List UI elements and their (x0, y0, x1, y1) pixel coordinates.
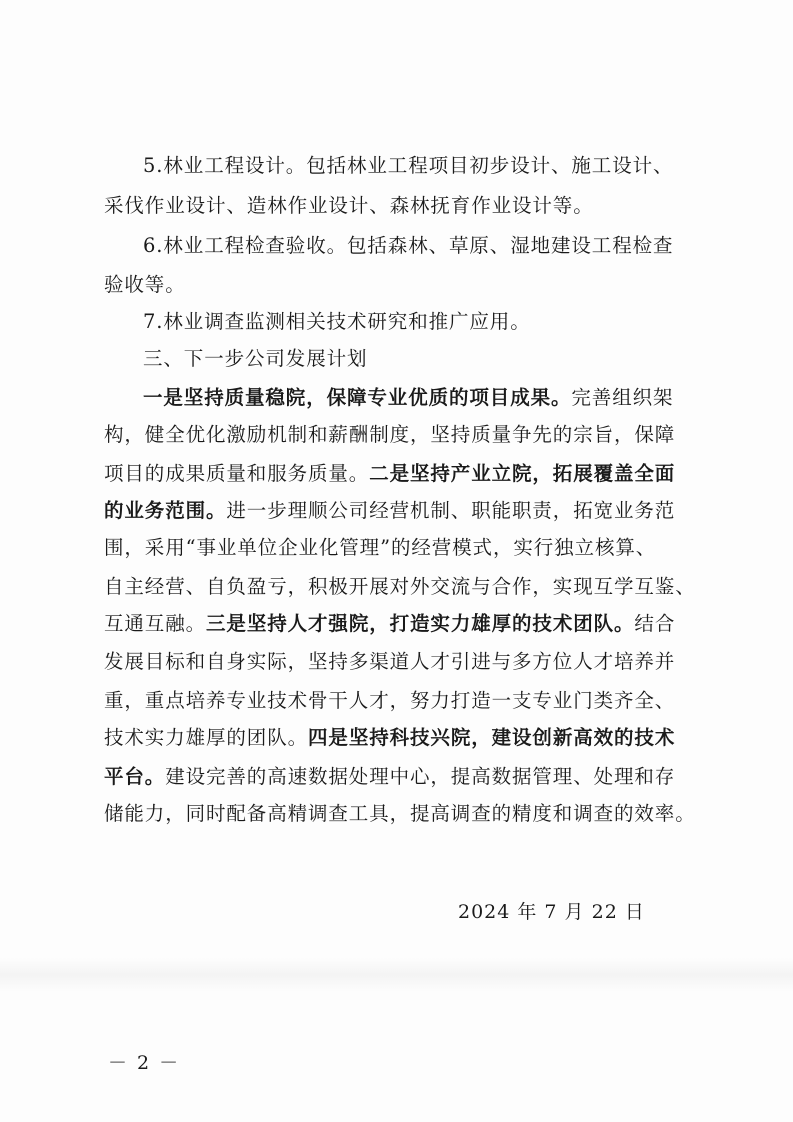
paragraph-line (104, 422, 675, 448)
paragraph-line (143, 385, 673, 411)
text-segment: 自主经营、自负盈亏，积极开展对外交流与合作，实现互学互鉴、 (104, 575, 696, 598)
paragraph-line (104, 535, 656, 561)
text-segment: 重，重点培养专业技术骨干人才，努力打造一支专业门类齐全、 (104, 689, 676, 712)
text-line: 采伐作业设计、造林作业设计、森林抚育作业设计等。 (104, 194, 594, 217)
paragraph-line (104, 611, 675, 637)
document-date: 2024 年 7 月 22 日 (458, 901, 645, 923)
text-segment: 结合 (634, 612, 676, 635)
bold-text-segment: 四是坚持科技兴院，建设创新高效的技术 (308, 726, 676, 749)
text-line: 验收等。 (104, 273, 186, 296)
paragraph-line (104, 801, 696, 827)
text-segment: 储能力，同时配备高精调查工具，提高调查的精度和调查的效率。 (104, 802, 696, 825)
paragraph-line (104, 461, 675, 487)
paragraph-line (104, 574, 696, 600)
paragraph-line (104, 498, 675, 524)
text-segment: 发展目标和自身实际，坚持多渠道人才引进与多方位人才培养并 (104, 650, 676, 673)
bold-text-segment: 二是坚持产业立院，拓展覆盖全面 (369, 462, 676, 485)
paragraph-line (104, 649, 675, 675)
text-line: 6.林业工程检查验收。包括森林、草原、湿地建设工程检查 (143, 234, 674, 257)
text-segment: 建设完善的高速数据处理中心，提高数据管理、处理和存 (165, 765, 676, 788)
text-line: 7.林业调查监测相关技术研究和推广应用。 (143, 310, 531, 333)
text-segment: 互通互融。 (104, 612, 207, 635)
text-line: 5.林业工程设计。包括林业工程项目初步设计、施工设计、 (143, 154, 674, 177)
paragraph-line (104, 688, 675, 714)
bold-text-segment: 一是坚持质量稳院，保障专业优质的项目成果。 (143, 386, 572, 409)
bold-text-segment: 三是坚持人才强院，打造实力雄厚的技术团队。 (206, 612, 635, 635)
text-segment: 进一步理顺公司经营机制、职能职责，拓宽业务范 (226, 499, 676, 522)
text-segment: 围，采用“事业单位企业化管理”的经营模式，实行独立核算、 (104, 536, 657, 559)
text-line: 三、下一步公司发展计划 (143, 347, 368, 370)
bold-text-segment: 平台。 (104, 765, 166, 788)
text-segment: 完善组织架 (571, 386, 674, 409)
text-segment: 项目的成果质量和服务质量。 (104, 462, 370, 485)
bold-text-segment: 的业务范围。 (104, 499, 227, 522)
text-segment: 构，健全优化激励机制和薪酬制度，坚持质量争先的宗旨，保障 (104, 423, 676, 446)
page-number: － 2 － (108, 1052, 181, 1074)
scan-artifact-band (0, 958, 793, 992)
paragraph-line (104, 764, 675, 790)
paragraph-line (104, 725, 675, 751)
text-segment: 技术实力雄厚的团队。 (104, 726, 309, 749)
